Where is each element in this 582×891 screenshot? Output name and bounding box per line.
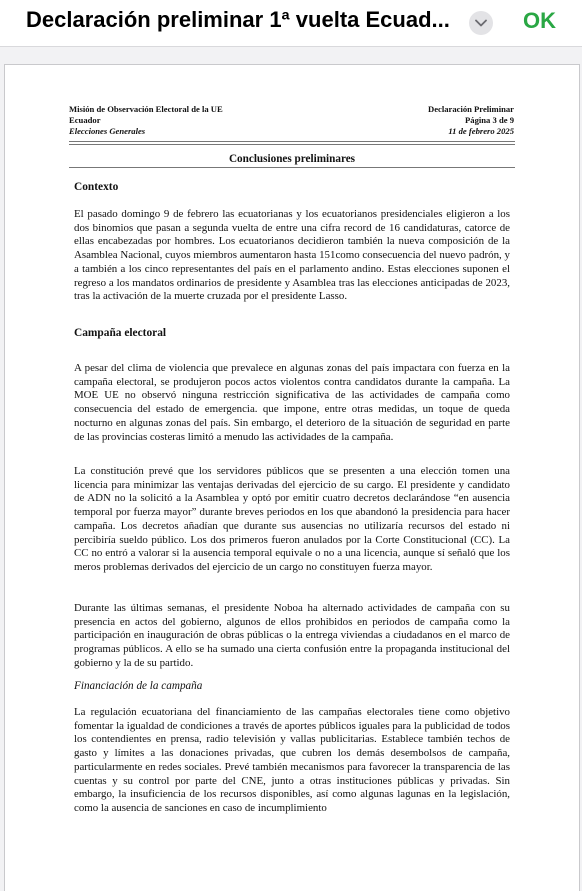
ok-button[interactable]: OK [523, 8, 556, 33]
heading-contexto: Contexto [74, 181, 119, 193]
section-title-divider [69, 167, 515, 168]
header-country: Ecuador [69, 115, 101, 125]
header-date: 11 de febrero 2025 [448, 126, 514, 136]
header-divider [69, 141, 515, 142]
document-page [4, 64, 580, 891]
header-elections: Elecciones Generales [69, 126, 146, 136]
page-header-left [69, 104, 223, 137]
top-bar [0, 0, 582, 47]
header-org: Misión de Observación Electoral de la UE [69, 104, 223, 114]
paragraph-financiacion: La regulación ecuatoriana del financiamiento de las campañas electorales tiene como objetivo fomentar la igualdad de condiciones a través de aportes públicos iguales para la publicidad de todos los contendientes en prensa, radio televisión y vallas publicitarias. Establece también techos de gasto y límites a las donaciones privadas, que cubren los demás desembolsos de campaña, particularmente en redes sociales. Prevé también mecanismos para favorecer la transparencia de las cuentas y su control por parte del CNE, junto a otras instituciones públicas y privadas. Sin embargo, la insuficiencia de los recursos disponibles, así como algunas lagunas en la legislación, como la ausencia de sanciones en caso de incumplimiento [74, 706, 510, 814]
header-doc-type: Declaración Preliminar [428, 104, 514, 114]
header-divider-2 [69, 144, 515, 145]
heading-campana: Campaña electoral [74, 327, 167, 339]
paragraph-campana-1: A pesar del clima de violencia que prevalece en algunas zonas del país impactara con fuerza en la campaña electoral, se produjeron pocos actos violentos contra candidatos durante la campaña. La MOE UE no observó ninguna restricción significativa de las actividades de campaña como consecuencia del estado de emergencia. que impone, entre otras medidas, un toque de queda nocturno en algunas zonas del país. Sin embargo, el deterioro de la situación de seguridad en parte de las provincias costeras limitó a menudo las actividades de la campaña. [74, 362, 510, 443]
heading-financiacion: Financiación de la campaña [74, 680, 203, 692]
paragraph-contexto: El pasado domingo 9 de febrero las ecuatorianas y los ecuatorianos presidenciales eligieron a los dos binomios que pasan a segunda vuelta de entre una cifra record de 16 candidaturas, catorce de ellas encabezadas por hombres. Los ecuatorianos decidieron también la nueva composición de la Asamblea Nacional, cuyos miembros aumentaron hasta 151como consecuencia del nuevo padrón, y a también a los cinco representantes del país en el parlamento andino. Estas elecciones suponen el regreso a los mandatos ordinarios de presidente y Asamblea tras las elecciones anticipadas de 2023, tras la activación de la muerte cruzada por el presidente Lasso. [74, 208, 510, 303]
page-header-right [428, 104, 514, 137]
paragraph-campana-2: La constitución prevé que los servidores públicos que se presenten a una elección tomen una licencia para minimizar las ventajas derivadas del ejercicio de su cargo. El presidente y candidato de ADN no la solicitó a la Asamblea y optó por emitir cuatro decretos declarándose “en ausencia temporal por fuerza mayor” durante breves periodos en los que abandonó la presidencia para hacer campaña. Los decretos añadían que durante sus ausencias no utilizaría recursos del estado ni percibiría sueldo público. Los dos primeros fueron anulados por la Corte Constitucional (CC). La CC no entró a valorar si la ausencia temporal equivale o no a una licencia, aunque sí señaló que los meros problemas derivados del ejercicio de un cargo no constituyen fuerza mayor. [74, 465, 510, 573]
section-title: Conclusiones preliminares [228, 153, 356, 165]
chevron-down-icon[interactable] [469, 11, 493, 35]
paragraph-campana-3: Durante las últimas semanas, el presidente Noboa ha alternado actividades de campaña con su presencia en actos del gobierno, algunos de ellos prohibidos en periodos de campaña como la participación en inauguración de obras públicas o la entrega viviendas a ciudadanos en el marco de programas públicos. A ello se ha sumado una cierta confusión entre la propaganda institucional del gobierno y la de su partido. [74, 602, 510, 669]
document-title: Declaración preliminar 1ª vuelta Ecuad... [26, 7, 450, 32]
header-page-number: Página 3 de 9 [465, 115, 514, 125]
